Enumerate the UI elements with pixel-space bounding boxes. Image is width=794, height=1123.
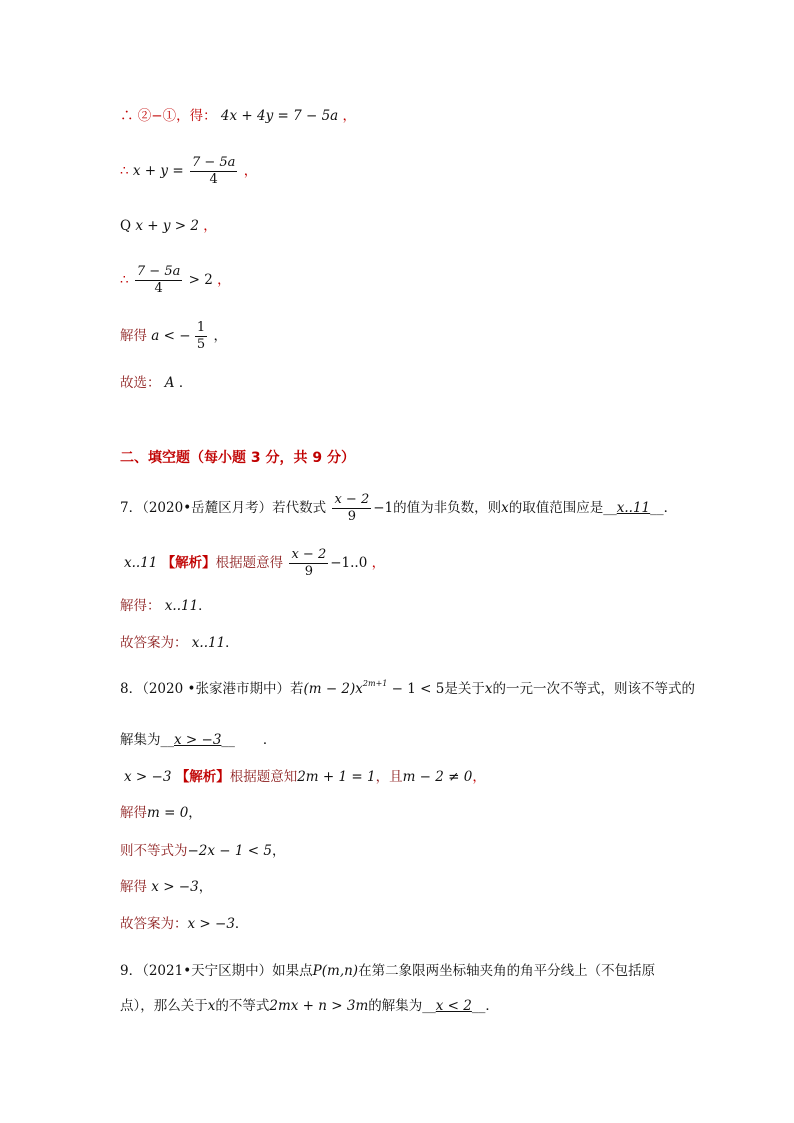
- line-suffix: ．: [178, 375, 193, 391]
- answer: x..11: [124, 555, 158, 571]
- question-end: ．: [485, 998, 499, 1014]
- blank-left: __: [603, 500, 617, 516]
- question-7: [120, 492, 677, 525]
- answer: x > −3: [174, 732, 222, 748]
- expression-rest: − 1 < 5: [387, 681, 445, 697]
- variable: x: [207, 998, 216, 1014]
- fraction-numerator: 7 − 5a: [191, 155, 236, 170]
- fraction: [190, 155, 237, 188]
- question-tail: 的一元一次不等式，则该不等式的: [492, 681, 695, 697]
- blank-left: __: [422, 998, 436, 1014]
- blank-right: __: [650, 500, 664, 516]
- line-prefix: 解得: [120, 879, 147, 895]
- q8-solution-1: [124, 767, 486, 787]
- result: x..11: [191, 635, 226, 651]
- q8-solution-4: [120, 877, 212, 897]
- fraction: [332, 492, 371, 525]
- line-suffix: ，: [243, 163, 258, 179]
- answer: x..11: [616, 500, 651, 516]
- solution-line-1: [120, 106, 356, 126]
- solution-line-2: [120, 155, 257, 188]
- solution-line-3: [120, 216, 217, 236]
- line-suffix: ．: [234, 916, 249, 932]
- fraction-numerator: x − 2: [334, 492, 370, 507]
- q7-solution-1: [124, 547, 385, 580]
- result: x > −3: [151, 879, 199, 895]
- question-prefix: 8．（2020 •张家港市期中）若: [120, 681, 304, 697]
- question-9: [120, 961, 655, 981]
- question-tail: 的取值范围应是: [508, 500, 604, 516]
- result: x > −3: [187, 916, 235, 932]
- blank-left: __: [160, 732, 174, 748]
- line-suffix: ，: [203, 218, 217, 234]
- question-9-line-2: [120, 996, 499, 1016]
- line-suffix: ．: [198, 598, 212, 614]
- fraction-denominator: 4: [154, 281, 163, 296]
- fraction: [289, 547, 328, 580]
- line-suffix: ，: [271, 843, 286, 859]
- line-suffix: ．: [225, 635, 239, 651]
- fraction-numerator: 7 − 5a: [136, 264, 181, 279]
- fraction-denominator: 9: [347, 509, 356, 524]
- expression-tail: −1: [373, 500, 394, 516]
- inequality: x + y > 2: [135, 218, 199, 234]
- q8-solution-3: [120, 841, 285, 861]
- line-suffix: ，: [188, 805, 202, 821]
- question-mid: 的值为非负数，则: [393, 500, 502, 516]
- question-tail: 在第二象限两坐标轴夹角的角平分线上（不包括原: [358, 963, 656, 979]
- inequality-lhs: a < −: [151, 328, 191, 344]
- question-end: ．: [663, 500, 678, 516]
- q8-solution-5: [120, 914, 248, 934]
- question-prefix: 7．（2020•岳麓区月考）若代数式: [120, 500, 327, 516]
- line-prefix: 则不等式为: [120, 843, 188, 859]
- question-text-c: 的解集为: [368, 998, 423, 1014]
- q7-solution-3: [120, 633, 239, 653]
- line-suffix: ，: [472, 769, 486, 785]
- expression-base: (m − 2)x: [303, 681, 363, 697]
- line-prefix: 故选：: [120, 375, 161, 391]
- solution-line-4: [120, 264, 231, 297]
- result: m = 0: [147, 805, 189, 821]
- fraction-denominator: 9: [304, 564, 313, 579]
- fraction: [135, 264, 182, 297]
- question-prefix: 解集为: [120, 732, 161, 748]
- blank-right: __: [221, 732, 235, 748]
- expression: [303, 681, 444, 697]
- question-end: ．: [262, 732, 277, 748]
- variable: x: [501, 500, 509, 516]
- q7-solution-2: [120, 596, 212, 616]
- question-8-line-2: [120, 730, 276, 750]
- exponent: 2m+1: [362, 679, 388, 688]
- inequality-rhs: > 2: [188, 272, 213, 288]
- line-prefix: 解得: [120, 805, 147, 821]
- line-prefix: 故答案为：: [120, 916, 188, 932]
- q8-solution-2: [120, 803, 202, 823]
- line-prefix: 解得: [120, 328, 147, 344]
- fraction-denominator: 5: [196, 337, 206, 352]
- question-prefix: 9．（2021•天宁区期中）如果点: [120, 963, 313, 979]
- result: x..11: [164, 598, 199, 614]
- line-suffix: ，: [371, 555, 386, 571]
- line-prefix: ∴ ②−①，得：: [120, 108, 217, 124]
- analysis-text: 根据题意知: [229, 769, 298, 785]
- equation-lhs: x + y =: [132, 163, 184, 179]
- question-mid: 是关于: [444, 681, 485, 697]
- inequality-rhs: −1..0: [330, 555, 368, 571]
- line-prefix: ∴: [120, 163, 133, 179]
- question-8: [120, 679, 695, 701]
- solution-line-5: [120, 320, 227, 353]
- question-text-a: 点），那么关于: [120, 998, 208, 1014]
- line-prefix: ∴: [120, 272, 133, 288]
- equation-2: m − 2 ≠ 0: [402, 769, 473, 785]
- blank-right: __: [471, 998, 486, 1014]
- because-symbol: Q: [120, 218, 132, 234]
- fraction: [195, 320, 207, 353]
- line-prefix: 故答案为：: [120, 635, 188, 651]
- variable: x: [484, 681, 493, 697]
- analysis-mid: ，且: [375, 769, 403, 785]
- equation-1: 2m + 1 = 1: [297, 769, 376, 785]
- result: −2x − 1 < 5: [187, 843, 272, 859]
- answer: x < 2: [435, 998, 472, 1014]
- point: P(m,n): [312, 963, 359, 979]
- line-suffix: ，: [342, 108, 357, 124]
- section-heading: 二、填空题（每小题 3 分，共 9 分）: [120, 450, 355, 466]
- analysis-text: 根据题意得: [215, 555, 284, 571]
- answer-choice: A: [164, 375, 175, 391]
- line-suffix: ，: [217, 272, 231, 288]
- line-suffix: ，: [213, 328, 227, 344]
- question-text-b: 的不等式: [215, 998, 270, 1014]
- fraction-denominator: 4: [209, 172, 218, 187]
- inequality: 2mx + n > 3m: [269, 998, 369, 1014]
- analysis-tag: 【解析】: [161, 555, 216, 571]
- equation: 4x + 4y = 7 − 5a: [220, 108, 339, 124]
- line-suffix: ，: [198, 879, 213, 895]
- solution-line-6: [120, 373, 192, 393]
- answer: x > −3: [124, 769, 172, 785]
- fraction-numerator: 1: [196, 320, 206, 335]
- fraction-numerator: x − 2: [291, 547, 327, 562]
- analysis-tag: 【解析】: [175, 769, 230, 785]
- line-prefix: 解得：: [120, 598, 161, 614]
